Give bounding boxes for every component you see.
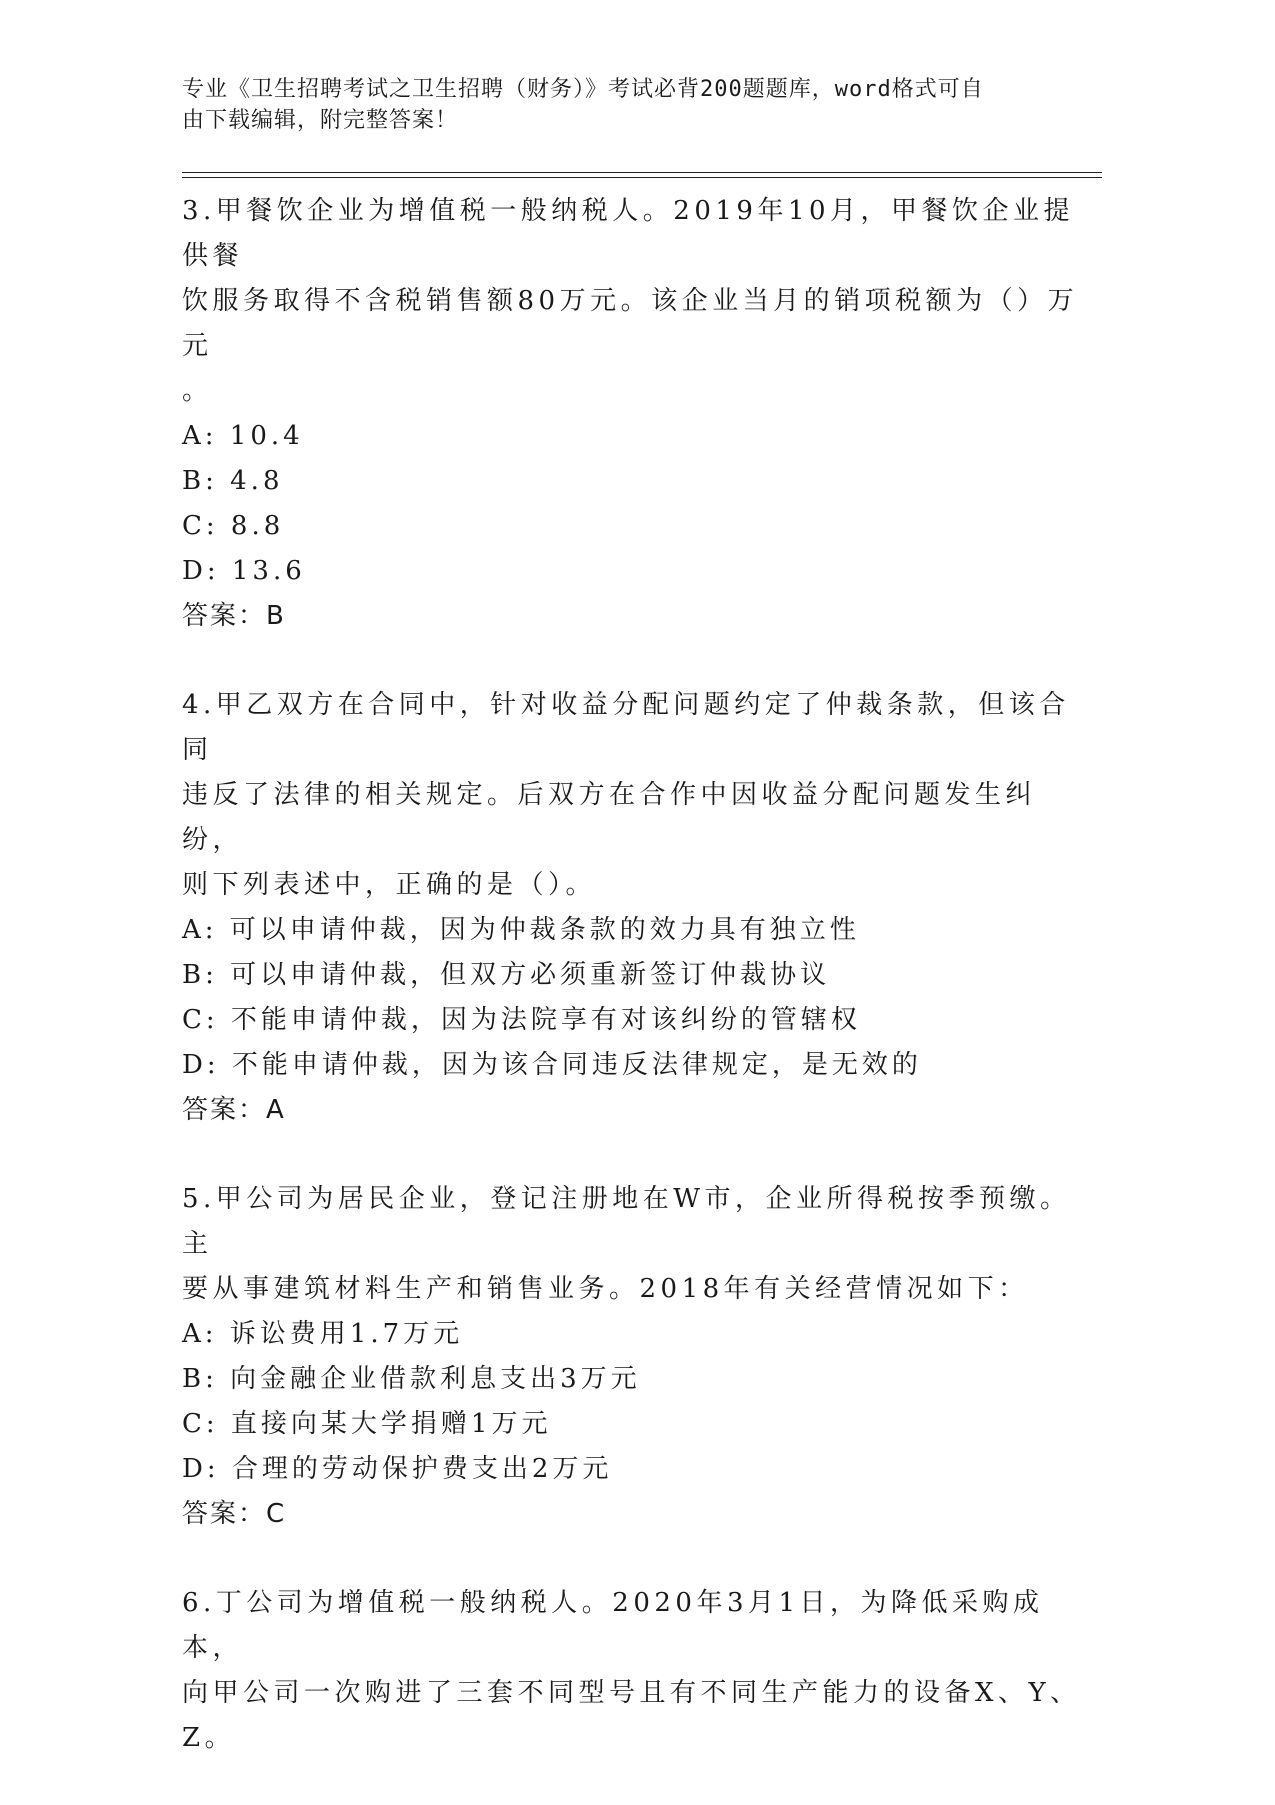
question-text-line: 饮服务取得不含税销售额80万元。该企业当月的销项税额为（）万元 xyxy=(182,286,1079,361)
option-a: A: 诉讼费用1.7万元 xyxy=(182,1319,464,1349)
question-text-line: 要从事建筑材料生产和销售业务。2018年有关经营情况如下： xyxy=(182,1274,1029,1304)
option-c: C: 不能申请仲裁，因为法院享有对该纠纷的管辖权 xyxy=(182,1005,861,1035)
answer-line: 答案：C xyxy=(182,1499,287,1529)
header-divider-bottom xyxy=(182,177,1102,178)
question-text-line: 4.甲乙双方在合同中，针对收益分配问题约定了仲裁条款，但该合同 xyxy=(182,690,1070,765)
question-text-line: 向甲公司一次购进了三套不同型号且有不同生产能力的设备X、Y、Z。 xyxy=(182,1678,1081,1753)
answer-line: 答案：B xyxy=(182,601,286,631)
question-6 xyxy=(182,1581,1082,1761)
document-header xyxy=(182,74,1062,136)
option-d: D: 13.6 xyxy=(182,556,306,586)
option-a: A: 10.4 xyxy=(182,421,304,451)
question-text-line: 3.甲餐饮企业为增值税一般纳税人。2019年10月，甲餐饮企业提供餐 xyxy=(182,196,1075,271)
option-d: D: 合理的劳动保护费支出2万元 xyxy=(182,1454,613,1484)
header-divider-top xyxy=(182,172,1102,173)
option-c: C: 8.8 xyxy=(182,511,285,541)
question-3 xyxy=(182,189,1082,639)
question-4 xyxy=(182,683,1082,1133)
question-text-line: 6.丁公司为增值税一般纳税人。2020年3月1日，为降低采购成本， xyxy=(182,1588,1044,1663)
question-5 xyxy=(182,1177,1082,1537)
question-text-line: 5.甲公司为居民企业，登记注册地在W市，企业所得税按季预缴。主 xyxy=(182,1184,1071,1259)
option-b: B: 向金融企业借款利息支出3万元 xyxy=(182,1364,641,1394)
question-text-line: 则下列表述中，正确的是（）。 xyxy=(182,870,597,900)
question-text-line: 违反了法律的相关规定。后双方在合作中因收益分配问题发生纠纷， xyxy=(182,780,1037,855)
option-c: C: 直接向某大学捐赠1万元 xyxy=(182,1409,552,1439)
header-line-1: 专业《卫生招聘考试之卫生招聘（财务）》考试必背200题题库，word格式可自 xyxy=(182,77,984,102)
question-text-line: 。 xyxy=(182,376,213,406)
header-line-2: 由下载编辑，附完整答案！ xyxy=(182,108,459,133)
option-a: A: 可以申请仲裁，因为仲裁条款的效力具有独立性 xyxy=(182,915,860,945)
option-b: B: 可以申请仲裁，但双方必须重新签订仲裁协议 xyxy=(182,960,831,990)
option-d: D: 不能申请仲裁，因为该合同违反法律规定，是无效的 xyxy=(182,1050,922,1080)
question-list xyxy=(182,189,1082,1805)
answer-line: 答案：A xyxy=(182,1095,286,1125)
option-b: B: 4.8 xyxy=(182,466,284,496)
